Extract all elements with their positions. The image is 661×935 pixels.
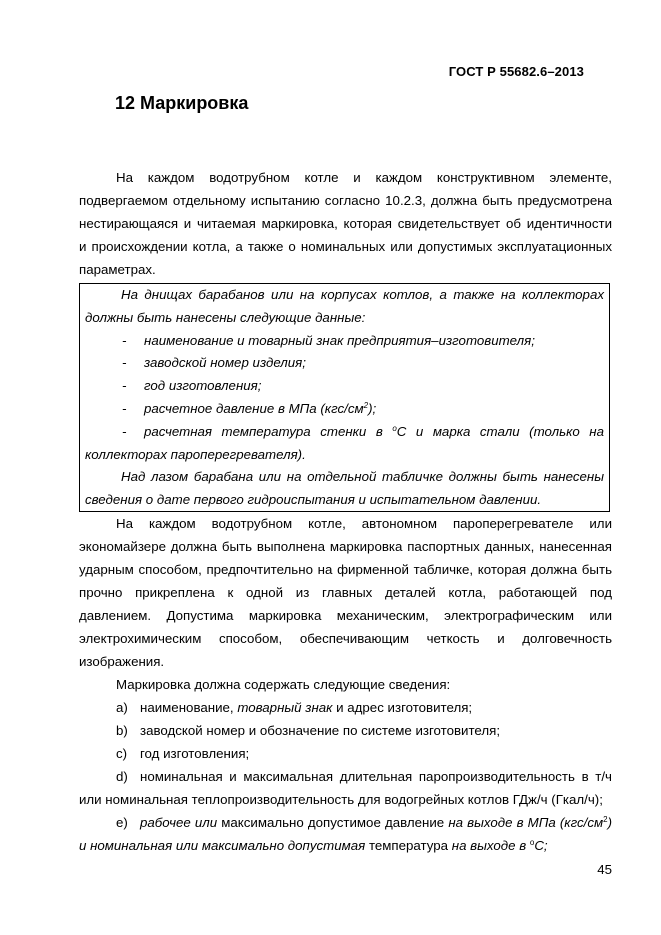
superscript: о: [392, 423, 397, 433]
list-marker: b): [116, 723, 128, 738]
superscript: 2: [363, 400, 369, 410]
list-text: температура: [365, 838, 452, 853]
box-list-item-continuation: коллекторах пароперегревателя).: [85, 446, 306, 462]
para2-line: электрохимическим способом, обеспечивающим четкость и долговечность: [79, 631, 612, 646]
box-final-line: сведения о дате первого гидроиспытания и испытательном давлении.: [85, 492, 542, 508]
pressure-text-end: );: [368, 400, 377, 416]
dash-marker: -: [122, 400, 127, 416]
list-intro: Маркировка должна содержать следующие сведения:: [116, 677, 451, 692]
temp-text-end: С и марка стали (только на: [396, 423, 604, 439]
list-item-d-continuation: или номинальная теплопроизводительность для водогрейных котлов ГДж/ч (Гкал/ч);: [79, 792, 603, 807]
box-list-item: [85, 330, 604, 353]
list-item-e: [79, 811, 612, 834]
intro-paragraph: [79, 166, 612, 281]
list-text-italic: рабочее или: [140, 815, 218, 830]
intro-line: На каждом водотрубном котле и каждом конструктивном элементе,: [116, 170, 612, 185]
list-text: номинальная и максимальная длительная паропроизводительность в т/ч: [140, 769, 612, 784]
list-item-e-continuation: [79, 834, 612, 857]
list-text: и адрес изготовителя;: [332, 700, 473, 715]
list-item-a: [79, 696, 612, 719]
para2-line: изображения.: [79, 654, 165, 669]
box-list-item: [85, 398, 604, 421]
box-list-item: [85, 421, 604, 444]
list-text-italic: ): [607, 815, 612, 830]
para2-line: экономайзере должна быть выполнена маркировка паспортных данных, нанесенная: [79, 539, 612, 554]
box-list-item-text: наименование и товарный знак предприятия–изготовителя;: [144, 332, 535, 348]
list-text: максимально допустимое давление: [217, 815, 449, 830]
list-marker: c): [116, 746, 128, 761]
para2-line: прочно прикреплена к одной из главных деталей котла, работающей под: [79, 585, 612, 600]
list-text: наименование,: [140, 700, 238, 715]
page-number: 45: [597, 862, 612, 877]
list-text-italic: товарный знак: [237, 700, 333, 715]
section-heading: 12 Маркировка: [115, 93, 249, 113]
para2-line: ударным способом, предпочтительно на фирменной табличке, которая должна быть: [79, 562, 612, 577]
box-intro-line: На днищах барабанов или на корпусах котлов, а также на коллекторах: [121, 287, 604, 302]
box-list-item-text: заводской номер изделия;: [144, 355, 306, 371]
list-marker: e): [116, 815, 128, 830]
list-text-italic: и номинальная или максимально допустимая: [79, 838, 366, 853]
dash-marker: -: [122, 423, 127, 439]
pressure-text: расчетное давление в МПа (кгс/см: [144, 400, 364, 416]
box-list-item-text: год изготовления;: [144, 378, 262, 394]
intro-line: подвергаемом отдельному испытанию согласно 10.2.3, должна быть предусмотрена: [79, 193, 612, 208]
list-marker: d): [116, 769, 128, 784]
box-list-item: [85, 375, 604, 398]
list-item-b: [79, 719, 612, 742]
main-body: [79, 512, 612, 857]
list-text-italic: С;: [534, 838, 548, 853]
list-text-italic: на выходе в МПа (кгс/см: [448, 815, 604, 830]
list-text-italic: на выходе в: [451, 838, 530, 853]
standard-designation: ГОСТ Р 55682.6–2013: [448, 64, 584, 79]
intro-line: параметрах.: [79, 262, 156, 277]
superscript: о: [529, 838, 535, 847]
box-final-line: Над лазом барабана или на отдельной табличке должны быть нанесены: [121, 469, 604, 485]
para2-line: На каждом водотрубном котле, автономном пароперегревателе или: [116, 516, 612, 531]
intro-line: нестирающаяся и читаемая маркировка, которая свидетельствует об идентичности: [79, 216, 612, 231]
intro-line: и происхождении котла, а также о номинальных или допустимых эксплуатационных: [79, 239, 612, 254]
dash-marker: -: [122, 355, 127, 371]
dash-marker: -: [122, 378, 127, 394]
list-item-d: [79, 765, 612, 788]
box-list-item-text: [144, 401, 376, 416]
list-text: заводской номер и обозначение по системе изготовителя;: [140, 723, 501, 738]
marking-requirements-box: [79, 283, 610, 512]
temp-text: расчетная температура стенки в: [144, 423, 383, 439]
list-item-c: [79, 742, 612, 765]
box-intro-line: должны быть нанесены следующие данные:: [85, 309, 366, 325]
superscript: 2: [603, 815, 608, 824]
dash-marker: -: [122, 332, 127, 348]
para2-line: давлением. Допустима маркировка механическим, электрографическим или: [79, 608, 612, 623]
list-text: год изготовления;: [140, 746, 250, 761]
list-marker: a): [116, 700, 128, 715]
box-list-item: [85, 352, 604, 375]
